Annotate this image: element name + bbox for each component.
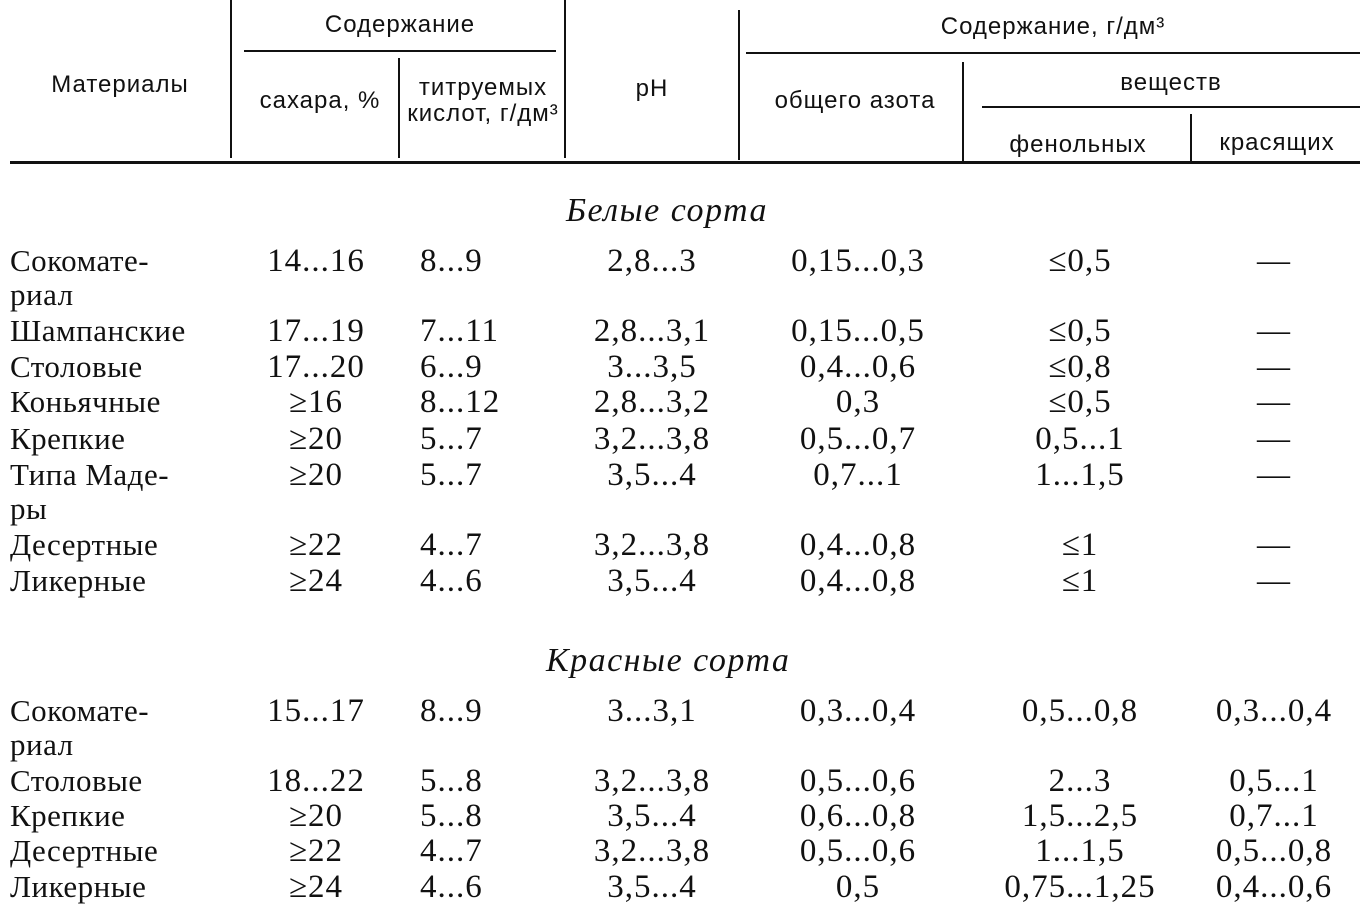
cell-phenolic: ≤0,5 bbox=[1048, 313, 1112, 349]
cell-acids: 4...7 bbox=[420, 833, 483, 869]
cell-sugar: 17...20 bbox=[267, 349, 365, 385]
row-material-name: Крепкие bbox=[10, 421, 126, 456]
rule-content-group bbox=[244, 50, 556, 52]
cell-nitrogen: 0,15...0,5 bbox=[791, 313, 925, 349]
cell-sugar: ≥24 bbox=[288, 869, 344, 905]
cell-acids: 5...7 bbox=[420, 421, 483, 457]
cell-acids: 5...8 bbox=[420, 798, 483, 834]
cell-ph: 3,5...4 bbox=[607, 798, 697, 834]
cell-nitrogen: 0,3...0,4 bbox=[799, 693, 917, 729]
cell-phenolic: 1...1,5 bbox=[1035, 833, 1125, 869]
header-substances: веществ bbox=[1120, 69, 1222, 96]
cell-nitrogen: 0,4...0,8 bbox=[799, 563, 917, 599]
cell-phenolic: ≤1 bbox=[1061, 563, 1099, 599]
row-material-name: Ликерные bbox=[10, 869, 147, 904]
cell-nitrogen: 0,5...0,7 bbox=[799, 421, 917, 457]
cell-sugar: 14...16 bbox=[267, 243, 365, 279]
row-material-name: Ликерные bbox=[10, 563, 147, 598]
row-material-name: Десертные bbox=[10, 527, 159, 562]
header-nitrogen: общего азота bbox=[774, 87, 936, 114]
cell-ph: 3...3,5 bbox=[607, 349, 697, 385]
cell-coloring: 0,4...0,6 bbox=[1215, 869, 1333, 905]
cell-coloring: 0,7...1 bbox=[1229, 798, 1319, 834]
cell-phenolic: 0,75...1,25 bbox=[1004, 869, 1156, 905]
cell-sugar: ≥20 bbox=[288, 457, 344, 493]
cell-nitrogen: 0,15...0,3 bbox=[791, 243, 925, 279]
header-sugar: сахара, % bbox=[259, 87, 381, 114]
section-title: Белые сорта bbox=[566, 192, 769, 229]
row-material-name: Сокомате- риал bbox=[10, 243, 150, 312]
cell-acids: 8...9 bbox=[420, 693, 483, 729]
cell-coloring: — bbox=[1257, 384, 1291, 420]
col-divider-1 bbox=[230, 0, 232, 158]
header-coloring: красящих bbox=[1219, 129, 1335, 156]
cell-nitrogen: 0,7...1 bbox=[813, 457, 903, 493]
cell-coloring: — bbox=[1257, 457, 1291, 493]
cell-acids: 5...8 bbox=[420, 763, 483, 799]
cell-phenolic: 0,5...1 bbox=[1035, 421, 1125, 457]
cell-acids: 4...7 bbox=[420, 527, 483, 563]
cell-ph: 3,2...3,8 bbox=[593, 421, 711, 457]
cell-phenolic: ≤0,5 bbox=[1048, 243, 1112, 279]
cell-ph: 2,8...3 bbox=[607, 243, 697, 279]
cell-coloring: — bbox=[1257, 421, 1291, 457]
cell-acids: 4...6 bbox=[420, 869, 483, 905]
cell-coloring: — bbox=[1257, 527, 1291, 563]
cell-sugar: ≥20 bbox=[288, 798, 344, 834]
header-phenolic: фенольных bbox=[1009, 131, 1147, 158]
cell-acids: 6...9 bbox=[420, 349, 483, 385]
row-material-name: Коньячные bbox=[10, 384, 161, 419]
row-material-name: Крепкие bbox=[10, 798, 126, 833]
cell-coloring: — bbox=[1257, 349, 1291, 385]
cell-phenolic: ≤1 bbox=[1061, 527, 1099, 563]
row-material-name: Сокомате- риал bbox=[10, 693, 150, 762]
cell-acids: 5...7 bbox=[420, 457, 483, 493]
cell-ph: 2,8...3,1 bbox=[593, 313, 711, 349]
col-divider-6 bbox=[1190, 114, 1192, 162]
row-material-name: Шампанские bbox=[10, 313, 186, 348]
cell-nitrogen: 0,4...0,8 bbox=[799, 527, 917, 563]
cell-acids: 7...11 bbox=[420, 313, 500, 349]
cell-nitrogen: 0,3 bbox=[835, 384, 881, 420]
cell-acids: 8...9 bbox=[420, 243, 483, 279]
section-title: Красные сорта bbox=[546, 642, 791, 679]
col-divider-2 bbox=[398, 58, 400, 158]
header-materials: Материалы bbox=[51, 71, 189, 98]
cell-coloring: — bbox=[1257, 243, 1291, 279]
row-material-name: Столовые bbox=[10, 763, 143, 798]
header-ph: pH bbox=[635, 75, 669, 102]
cell-sugar: ≥22 bbox=[288, 833, 344, 869]
col-divider-5 bbox=[962, 62, 964, 162]
cell-phenolic: 1...1,5 bbox=[1035, 457, 1125, 493]
cell-coloring: — bbox=[1257, 313, 1291, 349]
cell-ph: 3,2...3,8 bbox=[593, 833, 711, 869]
cell-ph: 3,5...4 bbox=[607, 563, 697, 599]
cell-coloring: 0,5...0,8 bbox=[1215, 833, 1333, 869]
row-material-name: Типа Маде- ры bbox=[10, 457, 170, 526]
cell-ph: 3...3,1 bbox=[607, 693, 697, 729]
row-material-name: Столовые bbox=[10, 349, 143, 384]
header-acids: титруемых кислот, г/дм³ bbox=[407, 74, 559, 127]
cell-acids: 8...12 bbox=[420, 384, 501, 420]
cell-phenolic: ≤0,5 bbox=[1048, 384, 1112, 420]
header-content-g: Содержание, г/дм³ bbox=[940, 13, 1166, 40]
rule-content-g-group bbox=[746, 52, 1360, 54]
row-material-name: Десертные bbox=[10, 833, 159, 868]
cell-sugar: 17...19 bbox=[267, 313, 365, 349]
cell-nitrogen: 0,5...0,6 bbox=[799, 763, 917, 799]
cell-sugar: ≥22 bbox=[288, 527, 344, 563]
header-content: Содержание bbox=[324, 11, 476, 38]
cell-coloring: — bbox=[1257, 563, 1291, 599]
cell-sugar: ≥24 bbox=[288, 563, 344, 599]
cell-ph: 2,8...3,2 bbox=[593, 384, 711, 420]
cell-sugar: 18...22 bbox=[267, 763, 365, 799]
cell-phenolic: 1,5...2,5 bbox=[1021, 798, 1139, 834]
cell-sugar: ≥20 bbox=[288, 421, 344, 457]
header-bottom-rule bbox=[10, 161, 1360, 164]
cell-phenolic: 2...3 bbox=[1048, 763, 1112, 799]
col-divider-4 bbox=[738, 10, 740, 160]
cell-nitrogen: 0,5 bbox=[835, 869, 881, 905]
cell-sugar: ≥16 bbox=[288, 384, 344, 420]
cell-phenolic: ≤0,8 bbox=[1048, 349, 1112, 385]
cell-ph: 3,5...4 bbox=[607, 457, 697, 493]
cell-ph: 3,2...3,8 bbox=[593, 527, 711, 563]
cell-phenolic: 0,5...0,8 bbox=[1021, 693, 1139, 729]
cell-nitrogen: 0,6...0,8 bbox=[799, 798, 917, 834]
cell-acids: 4...6 bbox=[420, 563, 483, 599]
cell-ph: 3,2...3,8 bbox=[593, 763, 711, 799]
cell-sugar: 15...17 bbox=[267, 693, 365, 729]
cell-coloring: 0,5...1 bbox=[1229, 763, 1319, 799]
rule-substances-group bbox=[982, 106, 1360, 108]
cell-nitrogen: 0,5...0,6 bbox=[799, 833, 917, 869]
cell-nitrogen: 0,4...0,6 bbox=[799, 349, 917, 385]
cell-coloring: 0,3...0,4 bbox=[1215, 693, 1333, 729]
cell-ph: 3,5...4 bbox=[607, 869, 697, 905]
